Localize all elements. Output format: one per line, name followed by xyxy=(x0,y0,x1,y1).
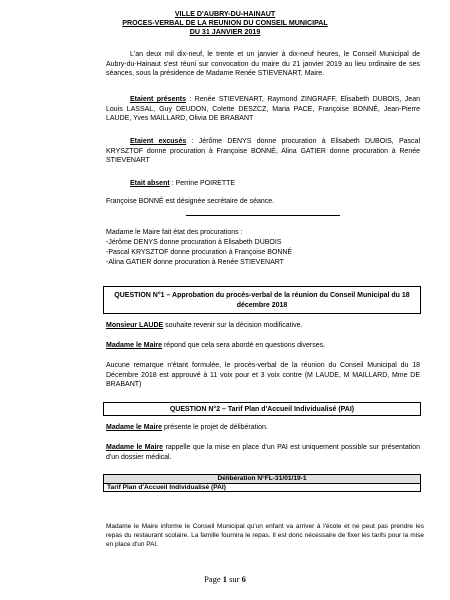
deliberation-table xyxy=(103,474,421,492)
final-paragraph: Madame le Maire informe le Conseil Municipal qu'un enfant va arriver à l'école et ne peut pas prendre les repas du restaurant scolaire. La famille fournira le repas. Il est donc nécessaire de fixer les tarifs pour la mise en place d'un PAI. xyxy=(106,523,424,548)
question-1-title: QUESTION N°1 – Approbation du procès-verbal de la réunion du Conseil Municipal du 18 décembre 2018 xyxy=(103,286,421,314)
deliberation-header: Délibération N°FL-31/01/19-1 xyxy=(104,475,420,484)
q2-paragraph-1: Madame le Maire présente le projet de délibération. xyxy=(106,424,268,431)
page-total: 6 xyxy=(241,574,246,584)
q1-paragraph-3: Aucune remarque n'étant formulée, le procès-verbal de la réunion du Conseil Municipal du 18 Décembre 2018 est approuvé à 11 voix pour et 3 voix contre (M LAUDE, M MAILLARD, Mme DE BRABANT) xyxy=(106,362,420,389)
speaker-name: Monsieur LAUDE xyxy=(106,322,164,329)
procuration-item: -Pascal KRYSZTOF donne procuration à Françoise BONNÉ xyxy=(106,249,293,256)
absent-label: Etait absent xyxy=(130,180,170,187)
secretary-line: Françoise BONNÉ est désignée secrétaire de séance. xyxy=(106,198,275,205)
deliberation-title: Tarif Plan d'Accueil Individualisé (PAI) xyxy=(107,483,226,491)
town-name: VILLE D'AUBRY-DU-HAINAUT xyxy=(174,10,276,18)
absent-list: : Perrine POIRETTE xyxy=(169,180,236,187)
procuration-item: -Jérôme DENYS donne procuration à Elisabeth DUBOIS xyxy=(106,239,282,246)
question-2-title: QUESTION N°2 – Tarif Plan d'Accueil Individualisé (PAI) xyxy=(103,402,421,416)
q2-paragraph-2: Madame le Maire rappelle que la mise en place d'un PAI est uniquement possible sur présentation d'un dossier médical. xyxy=(106,444,421,461)
separator-rule xyxy=(186,215,340,216)
intro-paragraph: L'an deux mil dix-neuf, le trente et un janvier à dix-neuf heures, le Conseil Municipal de Aubry-du-Hainaut s'est réuni sur convocation du maire du 21 janvier 2019 au lieu ordinaire de ses séances, sous la présidence de Madame Renée STIEVENART, Maire. xyxy=(106,51,420,78)
present-paragraph xyxy=(106,95,420,124)
excused-list: : Jérôme DENYS donne procuration à Elisabeth DUBOIS, Pascal KRYSZTOF donne procuration à Françoise BONNÉ, Alina GATIER donne procuration à Renée STIEVENART xyxy=(106,138,421,165)
present-list: : Renée STIEVENART, Raymond ZINGRAFF, Elisabeth DUBOIS, Jean Louis LASSAL, Guy DEUDON, Colette DESZCZ, Maria PACE, Françoise BONNÉ, Jean-Pierre LAUDE, Yves MAILLARD, Olivia DE BRABANT xyxy=(106,96,420,123)
q1-paragraph-2: Madame le Maire répond que cela sera abordé en questions diverses. xyxy=(106,342,326,349)
meeting-date: DU 31 JANVIER 2019 xyxy=(189,28,261,36)
speaker-name: Madame le Maire xyxy=(106,444,164,451)
q1-paragraph-1: Monsieur LAUDE souhaite revenir sur la décision modificative. xyxy=(106,322,303,329)
speaker-name: Madame le Maire xyxy=(106,342,163,349)
page-number: 1 xyxy=(222,574,227,584)
excused-label: Etaient excusés xyxy=(130,138,187,145)
excused-paragraph xyxy=(106,137,420,166)
page-footer: Page 1 sur 6 xyxy=(204,574,246,584)
speaker-name: Madame le Maire xyxy=(106,424,163,431)
document-title: PROCES-VERBAL DE LA REUNION DU CONSEIL MUNICIPAL xyxy=(122,19,328,27)
procuration-item: -Alina GATIER donne procuration à Renée STIEVENART xyxy=(106,259,284,266)
absent-paragraph xyxy=(130,179,420,189)
present-label: Etaient présents xyxy=(130,96,186,103)
procurations-intro: Madame le Maire fait état des procurations : xyxy=(106,229,243,236)
